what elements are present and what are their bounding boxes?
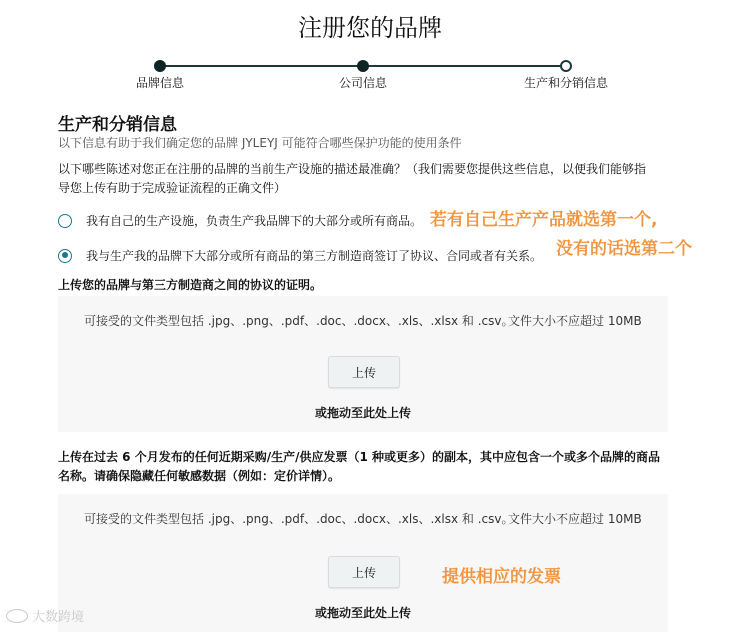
page-title: 注册您的品牌 [298,14,442,42]
section-subtitle: 以下信息有助于我们确定您的品牌 JYLEYJ 可能符合哪些保护功能的使用条件 [58,136,462,150]
watermark-logo-icon [6,609,28,623]
question-line-1: 以下哪些陈述对您正在注册的品牌的当前生产设施的描述最准确？（我们需要您提供这些信息，以便我们能够指 [58,162,647,176]
step-label-brand-info: 品牌信息 [135,76,185,90]
step-dot-production-distribution [560,60,572,72]
question-line-2: 导您上传有助于完成验证流程的正确文件） [58,181,287,195]
step-dot-brand-info [154,60,166,72]
watermark [6,606,84,625]
step-label-production-distribution: 生产和分销信息 [523,76,609,90]
stepper-line-1 [160,65,360,67]
step-dot-company-info [357,60,369,72]
stepper-line-2 [366,65,566,67]
option-own-facility[interactable] [58,212,422,229]
drag-drop-hint: 或拖动至此处上传 [314,406,411,420]
annotation-radio-note-1: 若有自己生产产品就选第一个, [430,210,658,230]
upload-agreement-heading: 上传您的品牌与第三方制造商之间的协议的证明。 [58,278,323,292]
accepted-file-types: 可接受的文件类型包括 .jpg、.png、.pdf、.doc、.docx、.xls、.xlsx 和 .csv。 [84,314,514,328]
watermark-text: 大数跨境 [32,610,85,625]
file-size-limit: 文件大小不应超过 10MB [508,314,642,328]
invoice-heading-line-2: 名称。请确保隐藏任何敏感数据（例如：定价详情）。 [58,469,341,483]
section-title: 生产和分销信息 [58,115,177,135]
annotation-radio-note-2: 没有的话选第二个 [556,239,692,259]
step-label-company-info: 公司信息 [338,76,388,90]
option-own-facility-label[interactable]: 我有自己的生产设施，负责生产我品牌下的大部分或所有商品。 [86,214,423,228]
invoice-heading-line-1: 上传在过去 6 个月发布的任何近期采购/生产/供应发票（1 种或更多）的副本，其中应包含一个或多个品牌的商品 [58,450,661,464]
radio-own-facility[interactable] [58,214,72,228]
drag-drop-hint: 或拖动至此处上传 [314,606,411,620]
radio-third-party-manufacturer[interactable] [58,249,72,263]
annotation-invoice-note: 提供相应的发票 [442,567,561,587]
option-third-party-manufacturer[interactable] [58,247,542,264]
upload-button-agreement[interactable]: 上传 [328,356,400,388]
file-size-limit: 文件大小不应超过 10MB [508,512,642,526]
progress-stepper [0,56,740,96]
option-third-party-label[interactable]: 我与生产我的品牌下大部分或所有商品的第三方制造商签订了协议、合同或者有关系。 [86,249,543,263]
accepted-file-types: 可接受的文件类型包括 .jpg、.png、.pdf、.doc、.docx、.xls、.xlsx 和 .csv。 [84,512,514,526]
upload-dropzone-invoice[interactable] [58,494,668,632]
facility-question [58,160,668,198]
upload-invoice-heading [58,448,678,486]
upload-button-invoice[interactable]: 上传 [328,556,400,588]
upload-dropzone-agreement[interactable] [58,296,668,432]
